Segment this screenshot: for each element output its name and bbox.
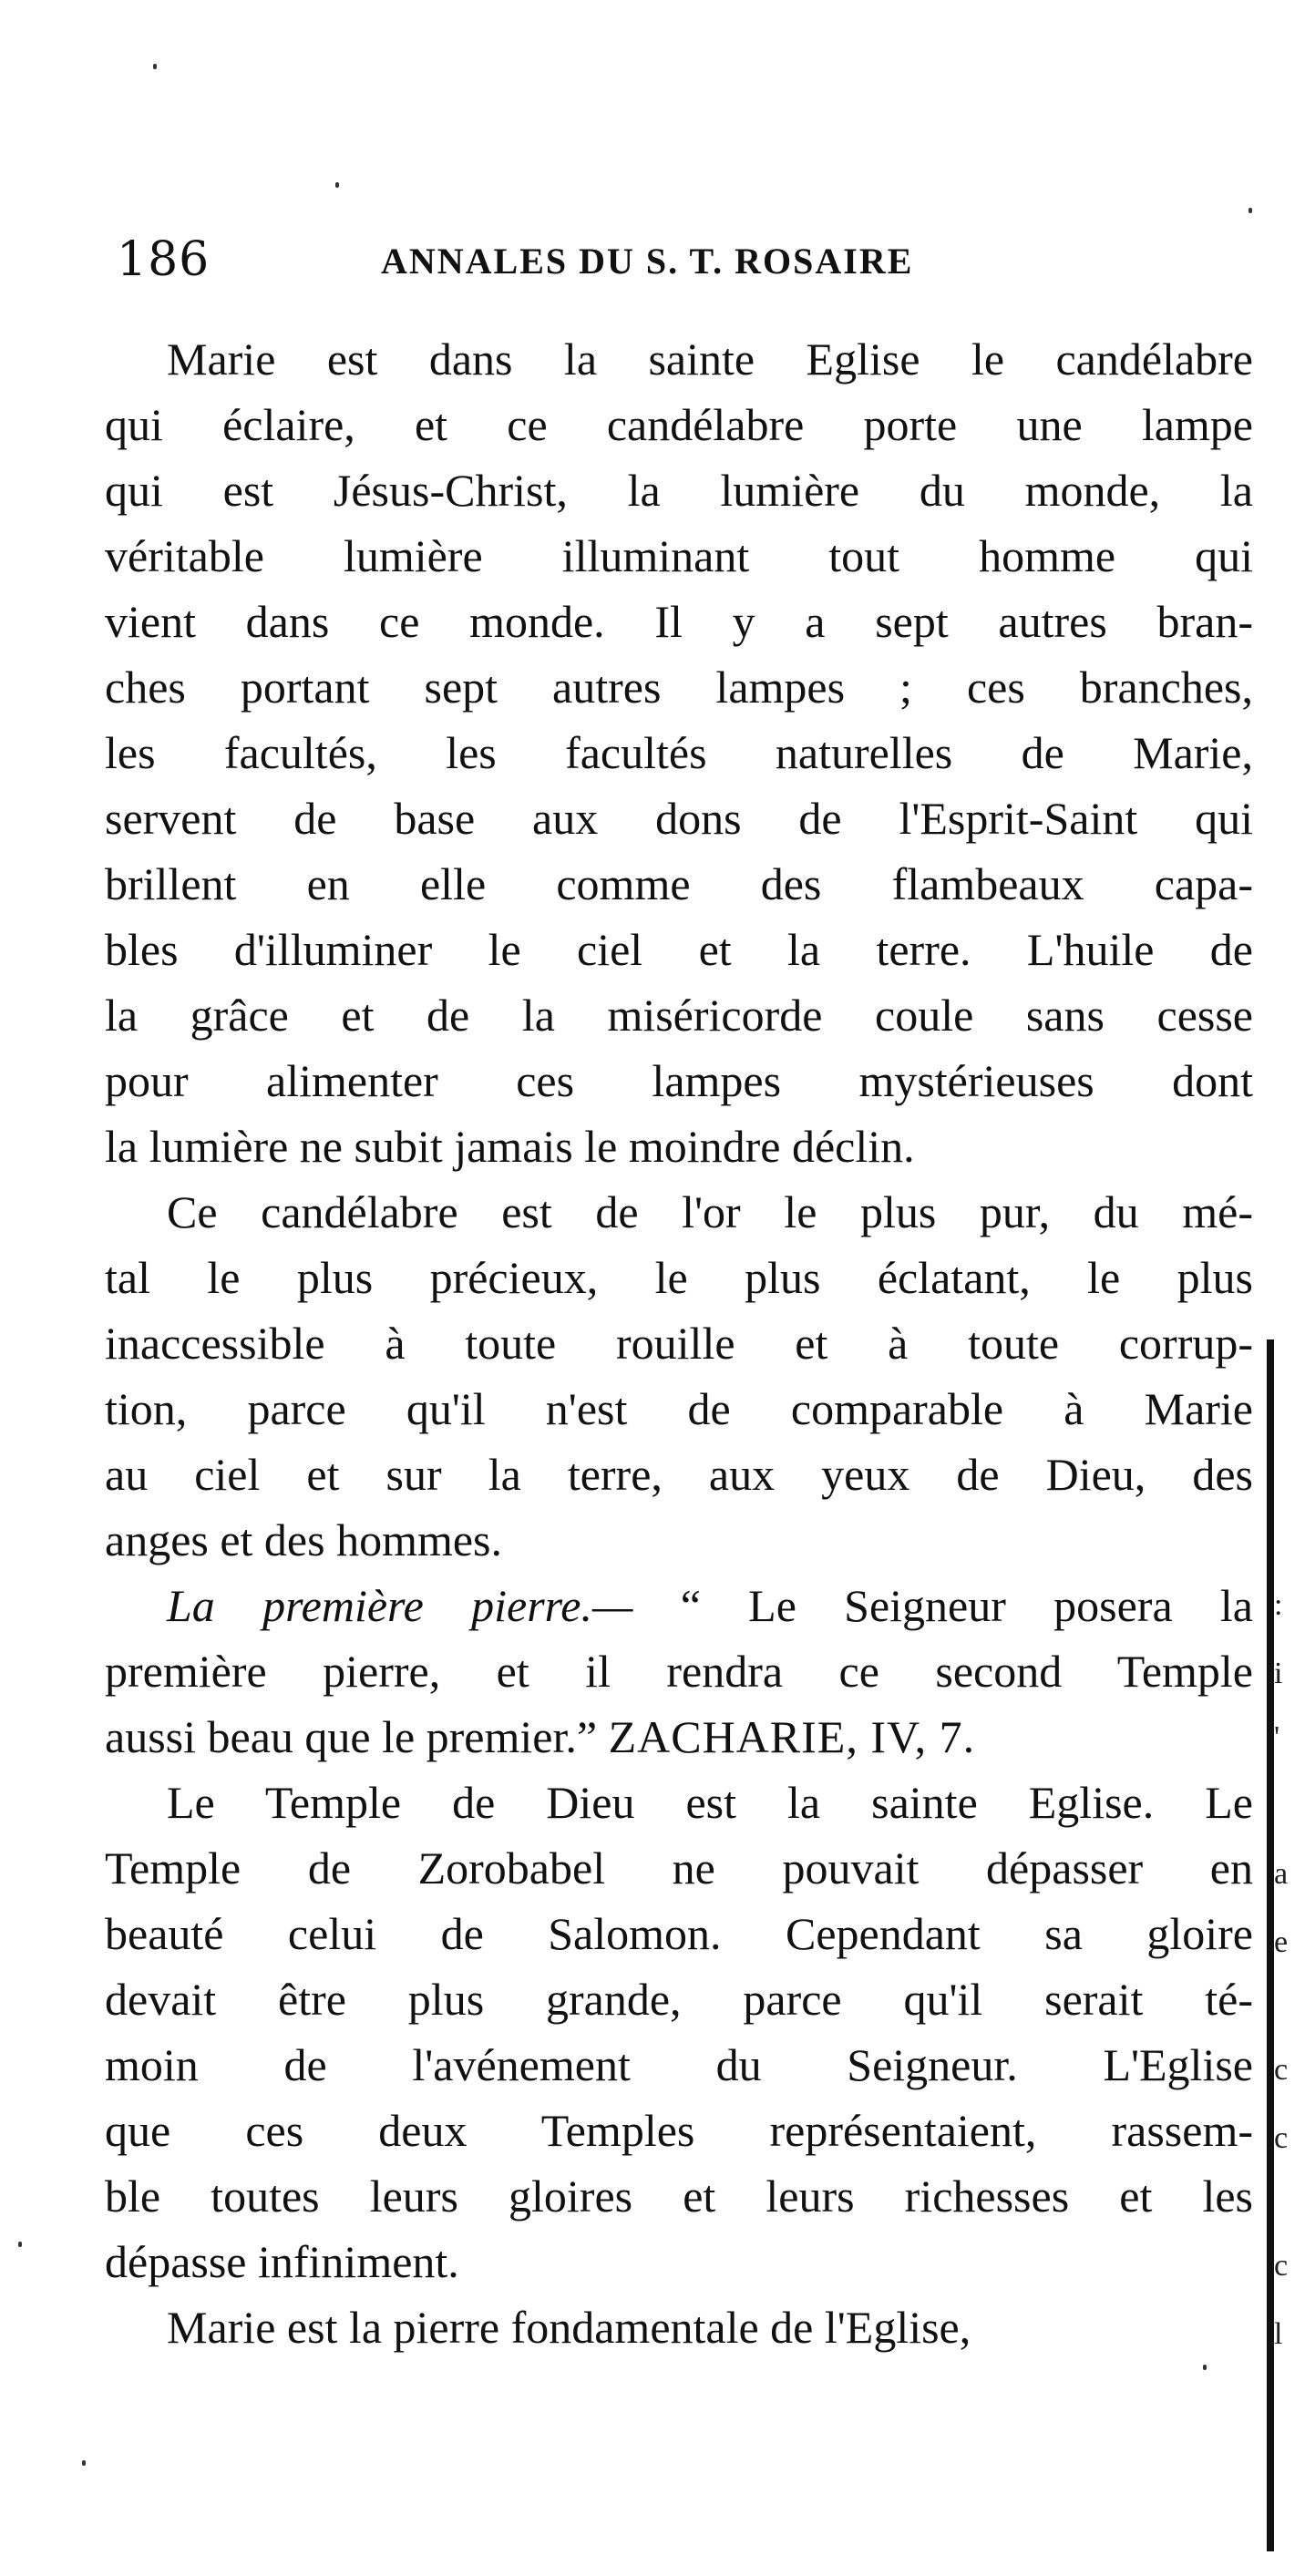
text-line: Le Temple de Dieu est la sainte Eglise. Le: [167, 1777, 1253, 1828]
text-line: tion, parce qu'il n'est de comparable à Marie: [105, 1383, 1253, 1434]
margin-fragment: c: [1274, 2249, 1289, 2283]
text-line: Temple de Zorobabel ne pouvait dépasser en: [105, 1842, 1253, 1894]
text-line: première pierre, et il rendra ce second Temple: [105, 1646, 1253, 1697]
text-line: qui est Jésus-Christ, la lumière du monde, la: [105, 465, 1253, 516]
text-line: ble toutes leurs gloires et leurs richesses et les: [105, 2171, 1253, 2222]
text-line: vient dans ce monde. Il y a sept autres bran-: [105, 596, 1253, 647]
text-line: devait être plus grande, parce qu'il serait té-: [105, 1974, 1253, 2025]
text-line: au ciel et sur la terre, aux yeux de Dieu, des: [105, 1449, 1253, 1500]
text-line: moin de l'avénement du Seigneur. L'Eglise: [105, 2039, 1253, 2090]
text-line-with-citation: [105, 1704, 1253, 1770]
margin-fragment: a: [1274, 1857, 1289, 1891]
text-line: inaccessible à toute rouille et à toute corrup-: [105, 1318, 1253, 1369]
margin-fragment: l: [1274, 2317, 1283, 2351]
margin-fragment: ': [1274, 1720, 1280, 1754]
margin-fragment: c: [1274, 2121, 1289, 2155]
text-line: Marie est la pierre fondamentale de l'Eglise,: [167, 2302, 971, 2353]
body-text: [105, 326, 1253, 2360]
citation: ZACHARIE, IV, 7.: [608, 1711, 976, 1762]
margin-fragment: i: [1274, 1657, 1283, 1690]
text-line: servent de base aux dons de l'Esprit-Saint qui: [105, 793, 1253, 844]
text-line: ches portant sept autres lampes ; ces branches,: [105, 662, 1253, 713]
text-line: véritable lumière illuminant tout homme qui: [105, 530, 1253, 581]
text-line: que ces deux Temples représentaient, rassem-: [105, 2105, 1253, 2156]
text-line: qui éclaire, et ce candélabre porte une lampe: [105, 399, 1253, 450]
quote-end: aussi beau que le premier.”: [105, 1711, 598, 1762]
text-line: dépasse infiniment.: [105, 2236, 459, 2287]
margin-fragment: c: [1274, 2053, 1289, 2087]
scan-speck: [18, 2242, 22, 2247]
text-line: la lumière ne subit jamais le moindre déclin.: [105, 1121, 915, 1172]
text-line: Marie est dans la sainte Eglise le candélabre: [167, 334, 1253, 385]
page-header: [117, 232, 1037, 296]
scan-speck: [1203, 2365, 1207, 2370]
running-title: ANNALES DU S. T. ROSAIRE: [381, 241, 914, 282]
scan-speck: [153, 64, 157, 69]
text-line: la grâce et de la miséricorde coule sans cesse: [105, 990, 1253, 1041]
text-line: les facultés, les facultés naturelles de Marie,: [105, 727, 1253, 778]
italic-lead: La première pierre.—: [167, 1580, 633, 1631]
text-line: bles d'illuminer le ciel et la terre. L'huile de: [105, 924, 1253, 975]
scan-speck: [82, 2460, 86, 2466]
scan-speck: [335, 182, 339, 188]
text-line: tal le plus précieux, le plus éclatant, le plus: [105, 1252, 1253, 1303]
margin-fragment: e: [1274, 1925, 1289, 1959]
text-line: Ce candélabre est de l'or le plus pur, du mé-: [167, 1186, 1253, 1237]
scan-speck: [1248, 208, 1252, 213]
margin-fragment: :: [1274, 1588, 1283, 1622]
text-line: anges et des hommes.: [105, 1514, 503, 1565]
margin-bleed-rule: [1267, 1339, 1274, 2551]
text-line: beauté celui de Salomon. Cependant sa gloire: [105, 1908, 1253, 1959]
page-number: 186: [117, 232, 211, 287]
text-line-with-heading: [105, 1573, 1253, 1638]
text-line: brillent en elle comme des flambeaux capa-: [105, 858, 1253, 909]
text-line: pour alimenter ces lampes mystérieuses dont: [105, 1055, 1253, 1106]
quote-start: “ Le Seigneur posera la: [680, 1580, 1253, 1631]
